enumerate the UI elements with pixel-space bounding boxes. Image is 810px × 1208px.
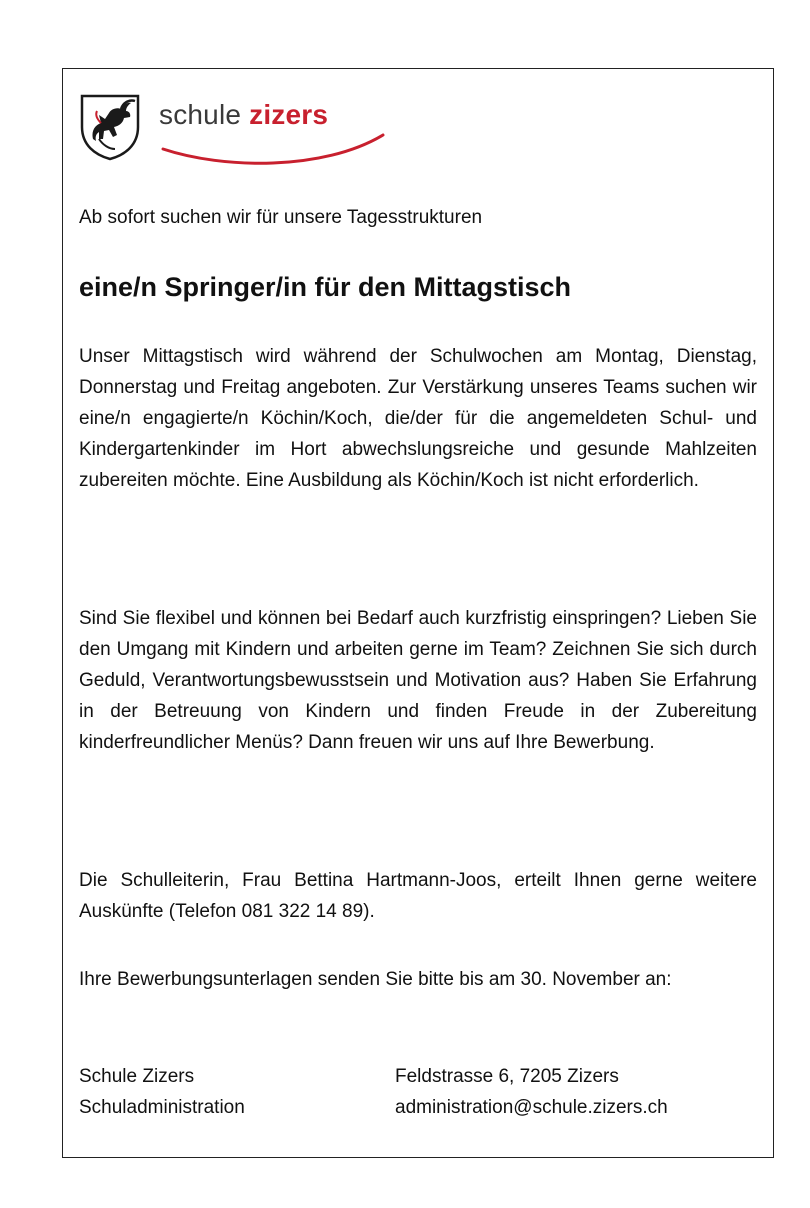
contact-row — [79, 1092, 759, 1123]
job-headline: eine/n Springer/in für den Mittagstisch — [79, 272, 572, 302]
contact-block — [79, 1061, 759, 1123]
intro-text: Ab sofort suchen wir für unsere Tagesstrukturen — [79, 207, 483, 228]
brand-swoosh-icon — [153, 131, 393, 171]
contact-address: Feldstrasse 6, 7205 Zizers — [395, 1066, 619, 1087]
ibex-coat-of-arms-icon — [79, 93, 141, 161]
contact-row — [79, 1061, 759, 1092]
contact-department: Schuladministration — [79, 1097, 245, 1118]
contact-email: administration@schule.zizers.ch — [395, 1097, 668, 1118]
paragraph-contact-person: Die Schulleiterin, Frau Bettina Hartmann-Joos, erteilt Ihnen gerne weitere Auskünfte (Telefon 081 322 14 89). — [79, 870, 757, 922]
paragraph-requirements: Sind Sie flexibel und können bei Bedarf auch kurzfristig einspringen? Lieben Sie den Umgang mit Kindern und arbeiten gerne im Team? Zeichnen Sie sich durch Geduld, Verantwortungsbewusstsein und Motivation aus? Haben Sie Erfahrung in der Betreuung von Kindern und finden Freude in der Zubereitung kinderfreundlicher Menüs? Dann freuen wir uns auf Ihre Bewerbung. — [79, 608, 757, 753]
school-logo — [79, 93, 379, 173]
document-frame — [62, 68, 774, 1158]
paragraph-application: Ihre Bewerbungsunterlagen senden Sie bitte bis am 30. November an: — [79, 969, 672, 990]
brand-prefix: schule — [159, 99, 250, 130]
contact-name: Schule Zizers — [79, 1066, 195, 1087]
brand-accent: zizers — [249, 99, 329, 130]
brand-wordmark — [159, 99, 328, 131]
paragraph-description: Unser Mittagstisch wird während der Schulwochen am Montag, Dienstag, Donnerstag und Freitag angeboten. Zur Verstärkung unseres Teams suchen wir eine/n engagierte/n Köchin/Koch, die/der für die angemeldeten Schul- und Kindergartenkinder im Hort abwechslungsreiche und gesunde Mahlzeiten zubereiten möchte. Eine Ausbildung als Köchin/Koch ist nicht erforderlich. — [79, 346, 757, 491]
